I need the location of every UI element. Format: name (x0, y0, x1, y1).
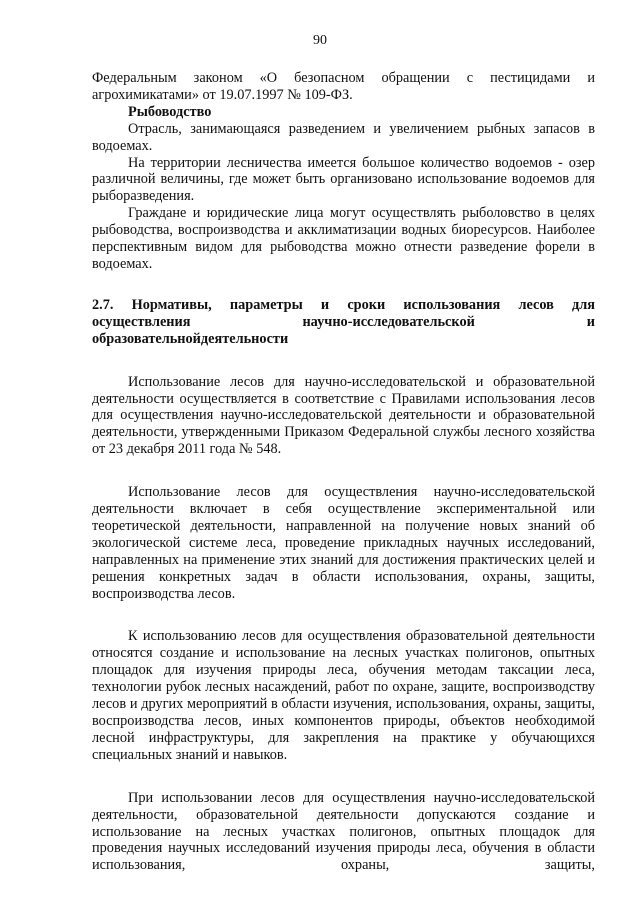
fish-paragraph-1: Отрасль, занимающаяся разведением и увеличением рыбных запасов в водоемах. (92, 120, 595, 154)
document-body (92, 70, 595, 874)
fish-section-title: Рыбоводство (128, 103, 212, 120)
section-2-7-heading-last: образовательнойдеятельности (92, 330, 289, 347)
section-paragraph-2: Использование лесов для осуществления научно-исследовательской деятельности включает в себя осуществление экспериментальной или теоретической деятельности, направленной на получение новых знаний об экологической системе леса, проведение прикладных научных исследований, направленных на применение этих знаний для достижения практических целей и решения конкретных задач в области использования, охраны, защиты, воспроизводства лесов. (92, 484, 595, 602)
fish-paragraph-3: Граждане и юридические лица могут осуществлять рыболовство в целях рыбоводства, воспроизводства и акклиматизации водных биоресурсов. Наиболее перспективным видом для рыбоводства можно отнести разведение форели в водоемах. (92, 205, 595, 272)
section-paragraph-1: Использование лесов для научно-исследовательской и образовательной деятельности осуществляется в соответствие с Правилами использования лесов для осуществления научно-исследовательской деятельности и образовательной деятельности, утвержденными Приказом Федеральной службы лесного хозяйства от 23 декабря 2011 года № 548. (92, 373, 595, 458)
fish-paragraph-2: На территории лесничества имеется большое количество водоемов - озер различной величины, где может быть организовано использование водоемов для рыборазведения. (92, 154, 595, 205)
intro-paragraph: Федеральным законом «О безопасном обращении с пестицидами и агрохимикатами» от 19.07.1997 № 109-ФЗ. (92, 70, 595, 103)
section-paragraph-4: При использовании лесов для осуществления научно-исследовательской деятельности, образовательной деятельности допускаются создание и использование на лесных участках полигонов, опытных площадок для проведения научных исследований изучения природы леса, обучения в области использования, охраны, защиты, (92, 789, 595, 874)
section-2-7-heading-main: 2.7. Нормативы, параметры и сроки использования лесов для осуществления научно-исследовательской и (92, 296, 595, 330)
section-2-7-heading (92, 297, 595, 348)
section-paragraph-3: К использованию лесов для осуществления образовательной деятельности относятся создание и использование на лесных участках полигонов, опытных площадок для изучения природы леса, обучения методам таксации леса, технологии рубок лесных насаждений, работ по охране, защите, воспроизводству лесов и других мероприятий в области изучения, использования, охраны, защиты, воспроизводства лесов, иных компонентов природы, объектов необходимой лесной инфраструктуры, для закрепления на практике у обучающихся специальных знаний и навыков. (92, 628, 595, 763)
page-number: 90 (313, 33, 327, 48)
